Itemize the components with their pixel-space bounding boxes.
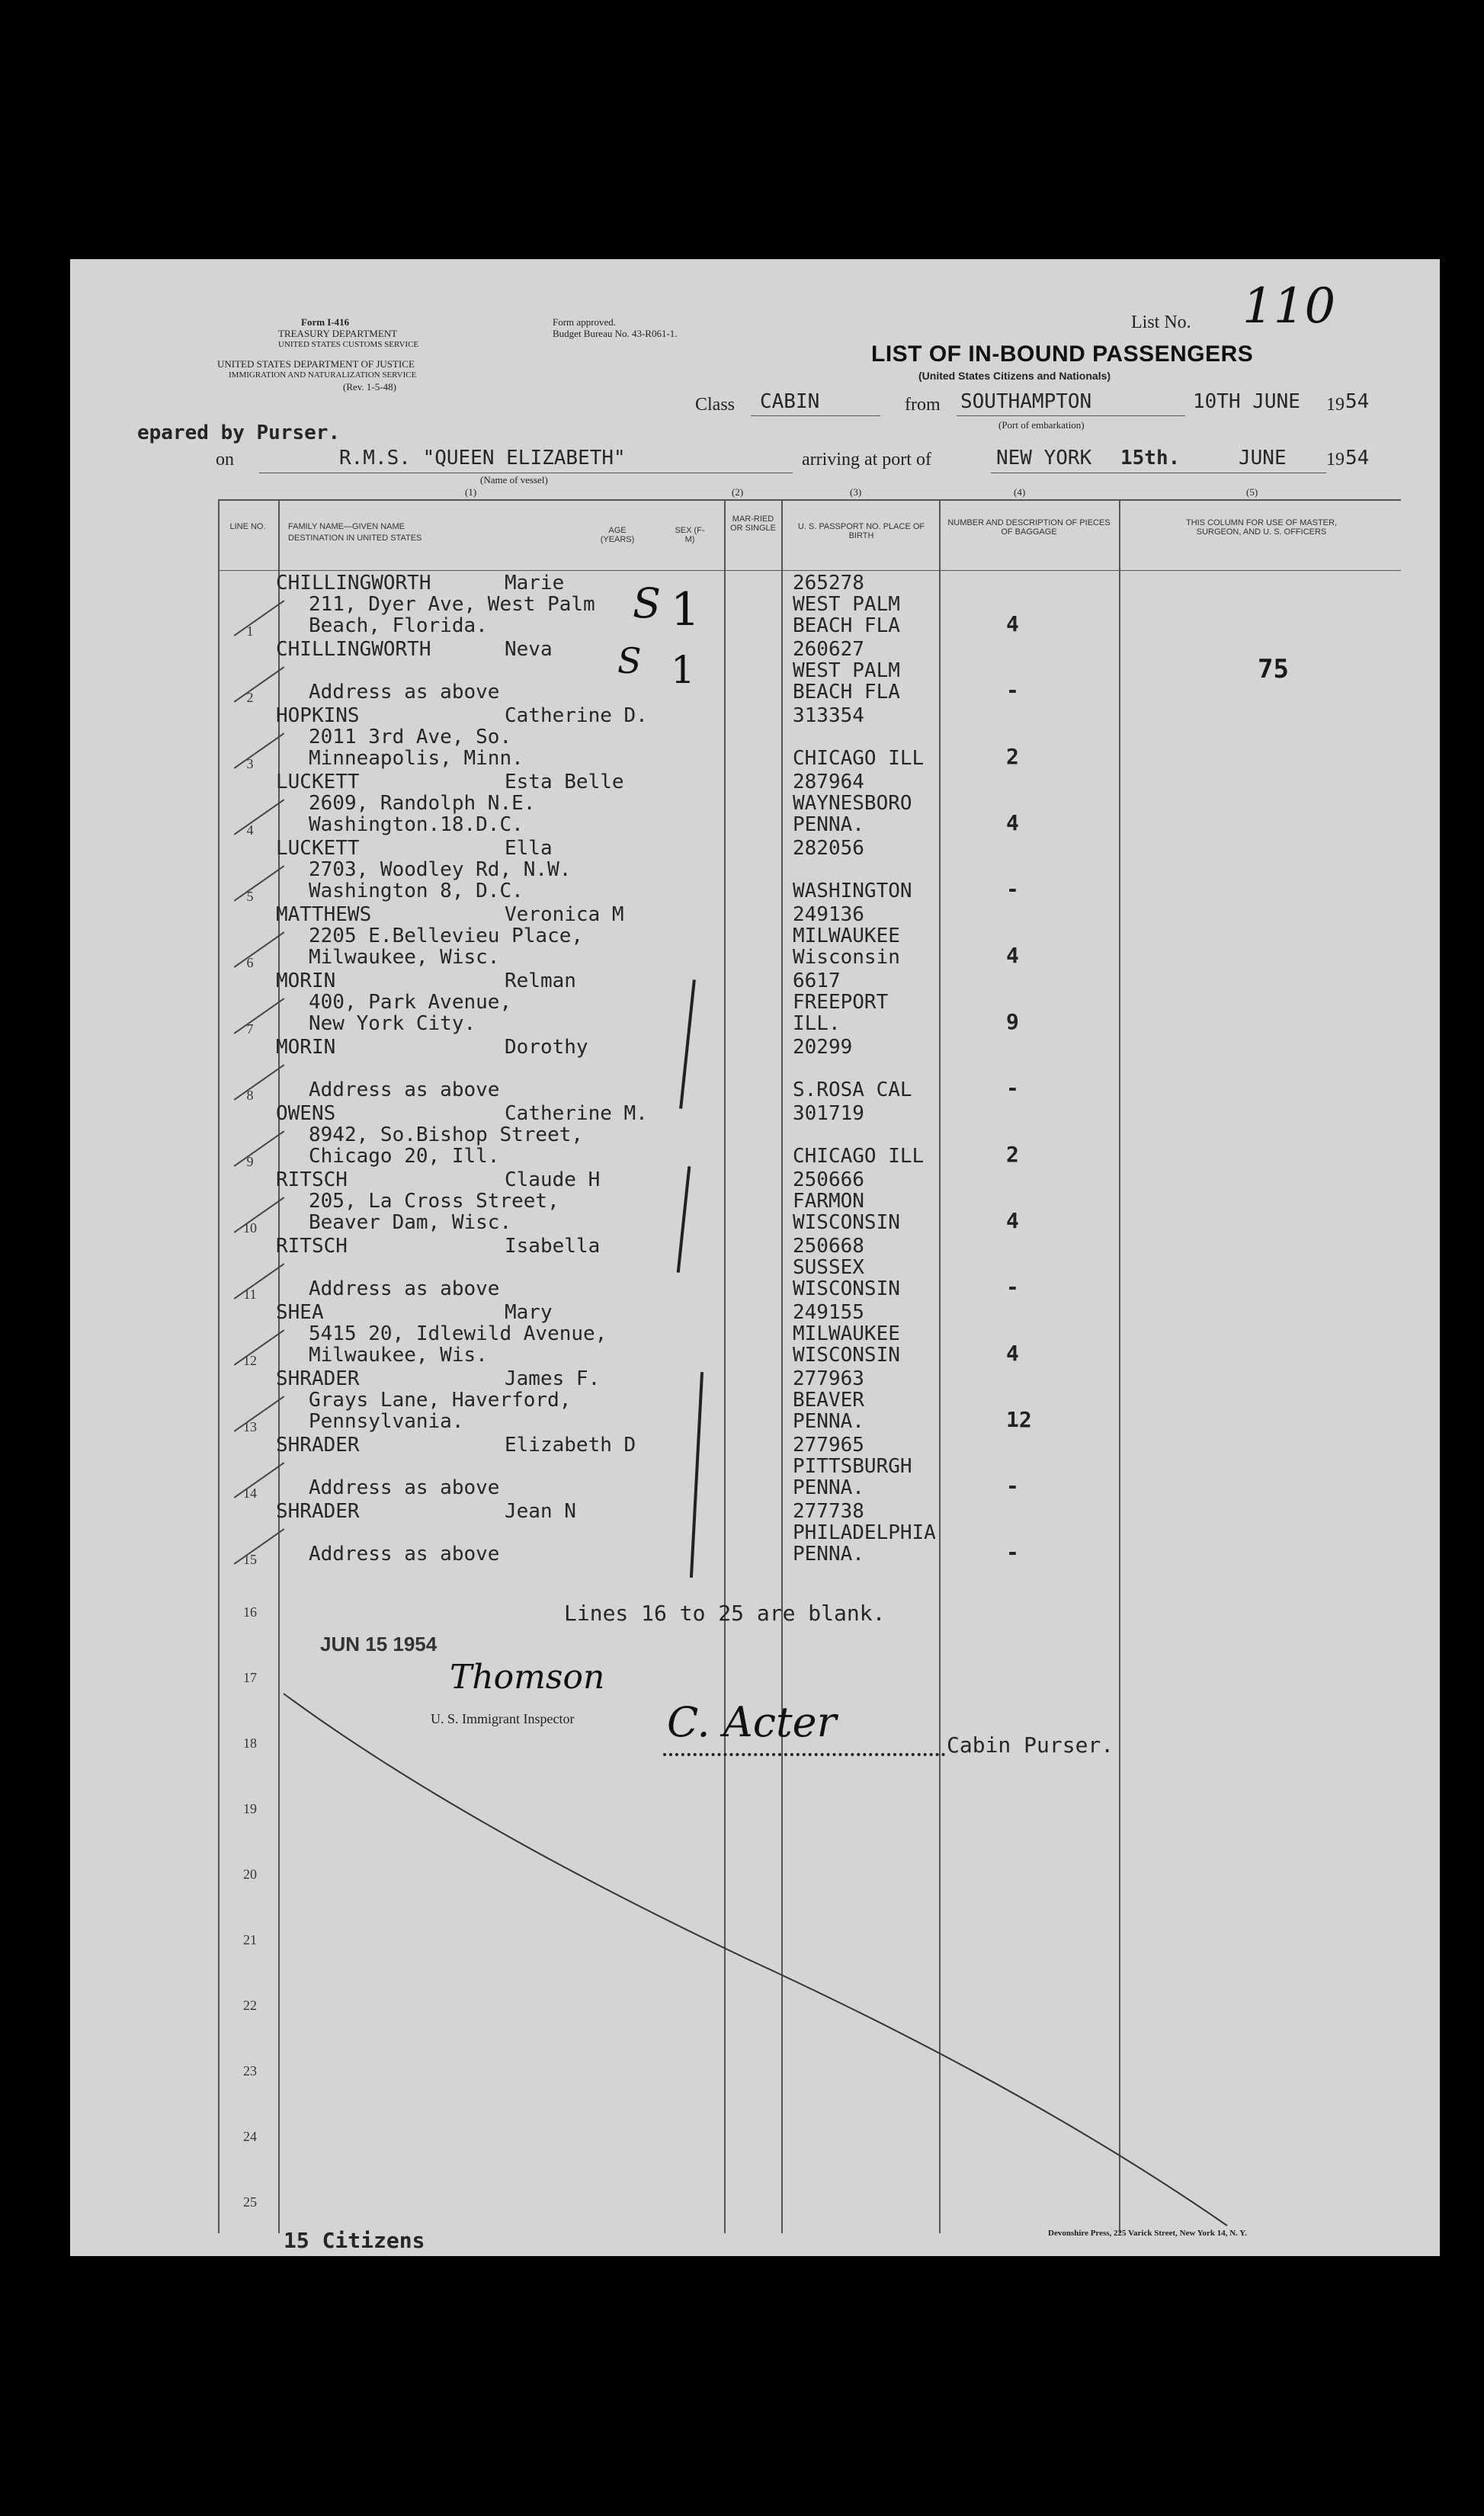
address-line-1: 8942, So.Bishop Street, (309, 1123, 584, 1146)
birthplace-line-2: Wisconsin (793, 946, 900, 969)
address-line-1: 2205 E.Bellevieu Place, (309, 925, 584, 947)
family-name: SHEA (276, 1301, 324, 1324)
given-name: James F. (505, 1367, 601, 1390)
line-number: 17 (243, 1670, 257, 1685)
baggage-count: - (1006, 1274, 1019, 1300)
address-line-2: Address as above (309, 1079, 500, 1101)
family-name: LUCKETT (276, 837, 360, 860)
dept-ins: IMMIGRATION AND NATURALIZATION SERVICE (229, 370, 417, 380)
family-name: CHILLINGWORTH (276, 572, 431, 595)
address-line-2: Address as above (309, 1476, 500, 1499)
list-number: 110 (1242, 278, 1336, 335)
year-prefix-2: 19 (1326, 450, 1345, 470)
header-line-no: LINE NO. (229, 522, 266, 531)
address-line-2: Beaver Dam, Wisc. (309, 1211, 512, 1234)
handwritten-mark: 1 (671, 583, 700, 636)
address-line-2: Address as above (309, 681, 500, 704)
line-number: 5 (246, 889, 254, 904)
line-number: 15 (243, 1552, 257, 1567)
embark-port: SOUTHAMPTON (960, 390, 1092, 413)
year-prefix: 19 (1326, 395, 1345, 415)
family-name: RITSCH (276, 1168, 348, 1191)
birthplace-line-2: ILL. (793, 1012, 841, 1035)
given-name: Claude H (505, 1168, 601, 1191)
line-number: 21 (243, 1932, 257, 1947)
depart-date: 10TH JUNE (1193, 390, 1300, 413)
family-name: SHRADER (276, 1500, 360, 1523)
birthplace-line-2: PENNA. (793, 1543, 864, 1566)
date-stamp: JUN 15 1954 (320, 1633, 438, 1655)
given-name: Dorothy (505, 1036, 588, 1059)
arrival-year: 54 (1345, 447, 1370, 470)
family-name: MATTHEWS (276, 903, 372, 926)
purser-label: Cabin Purser. (947, 1732, 1114, 1758)
col-num-3: (3) (850, 486, 862, 498)
birthplace-line-2: CHICAGO ILL (793, 1145, 925, 1168)
address-line-2: Pennsylvania. (309, 1410, 464, 1433)
given-name: Catherine D. (505, 704, 648, 727)
depart-year: 54 (1345, 390, 1370, 413)
baggage-count: 4 (1006, 611, 1019, 636)
birthplace-line-2: WASHINGTON (793, 880, 912, 902)
line-number: 14 (243, 1486, 257, 1501)
dept-customs: UNITED STATES CUSTOMS SERVICE (278, 340, 419, 349)
birthplace-line-1: MILWAUKEE (793, 1322, 900, 1345)
passport-number: 265278 (793, 572, 864, 595)
birthplace-line-1: SUSSEX (793, 1256, 864, 1279)
family-name: CHILLINGWORTH (276, 638, 431, 661)
arrival-port: NEW YORK (996, 447, 1092, 470)
passport-number: 260627 (793, 638, 864, 661)
header-officers: THIS COLUMN FOR USE OF MASTER, SURGEON, AND U. S. OFFICERS (1185, 518, 1337, 537)
birthplace-line-1: PITTSBURGH (793, 1455, 912, 1478)
line-number: 1 (246, 623, 254, 639)
given-name: Jean N (505, 1500, 576, 1523)
list-no-label: List No. (1131, 312, 1191, 332)
birthplace-line-2: PENNA. (793, 1476, 864, 1499)
given-name: Neva (505, 638, 553, 661)
address-line-2: Washington 8, D.C. (309, 880, 524, 902)
given-name: Catherine M. (505, 1102, 648, 1125)
line-number: 22 (243, 1998, 257, 2013)
line-number: 12 (243, 1353, 257, 1368)
vessel-caption: (Name of vessel) (480, 474, 548, 486)
header-married: MAR-RIED OR SINGLE (730, 514, 776, 533)
baggage-count: 12 (1006, 1407, 1032, 1432)
address-line-2: Address as above (309, 1277, 500, 1300)
line-number: 11 (243, 1287, 257, 1302)
blank-lines-note: Lines 16 to 25 are blank. (564, 1601, 886, 1626)
passport-number: 282056 (793, 837, 864, 860)
birthplace-line-1: FREEPORT (793, 991, 889, 1014)
class-label: Class (695, 395, 736, 415)
baggage-count: - (1006, 877, 1019, 902)
address-line-1: 2609, Randolph N.E. (309, 792, 536, 815)
page-title: LIST OF IN-BOUND PASSENGERS (871, 341, 1254, 367)
embark-caption: (Port of embarkation) (998, 419, 1085, 431)
dept-justice: UNITED STATES DEPARTMENT OF JUSTICE (217, 358, 415, 370)
given-name: Ella (505, 837, 553, 860)
family-name: RITSCH (276, 1235, 348, 1258)
birthplace-line-1: WEST PALM (793, 659, 900, 682)
birthplace-line-2: BEACH FLA (793, 614, 900, 637)
line-number: 7 (246, 1021, 254, 1037)
birthplace-line-2: WISCONSIN (793, 1277, 900, 1300)
line-number: 16 (243, 1604, 257, 1620)
baggage-count: 9 (1006, 1009, 1019, 1034)
passport-number: 277738 (793, 1500, 864, 1523)
birthplace-line-1: WEST PALM (793, 593, 900, 616)
passport-number: 249136 (793, 903, 864, 926)
line-number: 24 (243, 2129, 257, 2144)
baggage-count: 4 (1006, 1208, 1019, 1233)
address-line-2: Chicago 20, Ill. (309, 1145, 500, 1168)
line-number: 3 (246, 756, 254, 771)
address-line-1: 211, Dyer Ave, West Palm (309, 593, 595, 616)
col-num-5: (5) (1246, 486, 1258, 498)
passport-number: 249155 (793, 1301, 864, 1324)
form-number: Form I-416 (301, 316, 350, 328)
prepared-by: epared by Purser. (137, 421, 341, 444)
baggage-count: 4 (1006, 810, 1019, 835)
dept-treasury: TREASURY DEPARTMENT (278, 328, 398, 339)
birthplace-line-2: WISCONSIN (793, 1344, 900, 1367)
line-number: 19 (243, 1801, 257, 1816)
address-line-1: 2011 3rd Ave, So. (309, 726, 512, 748)
line-number: 2 (246, 690, 254, 705)
line-number: 25 (243, 2194, 257, 2210)
baggage-count: 2 (1006, 1142, 1019, 1167)
form-approved: Form approved. (553, 316, 617, 328)
birthplace-line-2: BEACH FLA (793, 681, 900, 704)
vessel-name: R.M.S. "QUEEN ELIZABETH" (339, 447, 626, 470)
address-line-2: Minneapolis, Minn. (309, 747, 524, 770)
arrival-month: JUNE (1239, 447, 1287, 470)
birthplace-line-2: WISCONSIN (793, 1211, 900, 1234)
address-line-2: Address as above (309, 1543, 500, 1566)
header-name: FAMILY NAME—GIVEN NAME (288, 522, 405, 531)
given-name: Veronica M (505, 903, 624, 926)
address-line-1: Grays Lane, Haverford, (309, 1389, 572, 1412)
line-number: 10 (243, 1220, 257, 1236)
arrival-day: 15th. (1120, 447, 1181, 470)
printer-imprint: Devonshire Press, 225 Varick Street, New York 14, N. Y. (1048, 2229, 1247, 2238)
col-num-4: (4) (1014, 486, 1026, 498)
address-line-2: Milwaukee, Wis. (309, 1344, 488, 1367)
line-number: 18 (243, 1736, 257, 1751)
col-num-1: (1) (465, 486, 477, 498)
budget-bureau: Budget Bureau No. 43-R061-1. (553, 328, 678, 339)
purser-signature: C. Acter (667, 1698, 837, 1746)
arriving-label: arriving at port of (802, 450, 931, 470)
class-value: CABIN (760, 390, 820, 413)
passport-number: 277963 (793, 1367, 864, 1390)
address-line-2: Beach, Florida. (309, 614, 488, 637)
address-line-2: Washington.18.D.C. (309, 813, 524, 836)
baggage-count: - (1006, 1540, 1019, 1565)
line-number: 20 (243, 1867, 257, 1882)
col-num-2: (2) (732, 486, 744, 498)
family-name: LUCKETT (276, 771, 360, 793)
baggage-count: - (1006, 678, 1019, 703)
family-name: SHRADER (276, 1367, 360, 1390)
line-number: 9 (246, 1154, 254, 1169)
line-number: 13 (243, 1419, 257, 1434)
line-number: 8 (246, 1088, 254, 1103)
handwritten-mark: 1 (671, 648, 695, 692)
handwritten-mark: S (617, 640, 642, 681)
birthplace-line-2: PENNA. (793, 813, 864, 836)
address-line-1: 205, La Cross Street, (309, 1190, 559, 1213)
birthplace-line-1: FARMON (793, 1190, 864, 1213)
header-age: AGE (YEARS) (600, 526, 635, 544)
from-label: from (905, 395, 941, 415)
line-number: 23 (243, 2063, 257, 2079)
passport-number: 20299 (793, 1036, 853, 1059)
birthplace-line-1: MILWAUKEE (793, 925, 900, 947)
passport-number: 313354 (793, 704, 864, 727)
header-passport: U. S. PASSPORT NO. PLACE OF BIRTH (797, 522, 925, 540)
given-name: Elizabeth D (505, 1434, 636, 1457)
birthplace-line-1: PHILADELPHIA (793, 1521, 936, 1544)
given-name: Relman (505, 970, 576, 992)
given-name: Isabella (505, 1235, 601, 1258)
given-name: Mary (505, 1301, 553, 1324)
citizens-count: 15 Citizens (284, 2228, 425, 2253)
baggage-count: - (1006, 1075, 1019, 1101)
baggage-count: 2 (1006, 744, 1019, 769)
birthplace-line-1: WAYNESBORO (793, 792, 912, 815)
address-line-1: 2703, Woodley Rd, N.W. (309, 858, 572, 881)
on-label: on (216, 450, 234, 470)
page-subtitle: (United States Citizens and Nationals) (918, 370, 1111, 382)
given-name: Esta Belle (505, 771, 624, 793)
inspector-signature: Thomson (450, 1658, 605, 1697)
header-sex: SEX (F-M) (675, 526, 705, 544)
header-destination: DESTINATION IN UNITED STATES (288, 534, 422, 543)
family-name: MORIN (276, 1036, 336, 1059)
baggage-count: 4 (1006, 1341, 1019, 1366)
baggage-count: 4 (1006, 943, 1019, 968)
address-line-1: 400, Park Avenue, (309, 991, 512, 1014)
family-name: SHRADER (276, 1434, 360, 1457)
family-name: MORIN (276, 970, 336, 992)
birthplace-line-2: S.ROSA CAL (793, 1079, 912, 1101)
birthplace-line-2: PENNA. (793, 1410, 864, 1433)
family-name: HOPKINS (276, 704, 360, 727)
inspector-label: U. S. Immigrant Inspector (431, 1711, 575, 1726)
passport-number: 6617 (793, 970, 841, 992)
line-number: 4 (246, 822, 254, 838)
line-number: 6 (246, 955, 254, 970)
baggage-count: - (1006, 1473, 1019, 1498)
family-name: OWENS (276, 1102, 336, 1125)
birthplace-line-1: BEAVER (793, 1389, 864, 1412)
handwritten-mark: S (633, 579, 661, 627)
passport-number: 277965 (793, 1434, 864, 1457)
passport-number: 301719 (793, 1102, 864, 1125)
given-name: Marie (505, 572, 565, 595)
form-revision: (Rev. 1-5-48) (343, 381, 396, 393)
passport-number: 250668 (793, 1235, 864, 1258)
address-line-1: 5415 20, Idlewild Avenue, (309, 1322, 607, 1345)
officer-note: 75 (1258, 654, 1289, 684)
birthplace-line-2: CHICAGO ILL (793, 747, 925, 770)
address-line-2: Milwaukee, Wisc. (309, 946, 500, 969)
header-baggage: NUMBER AND DESCRIPTION OF PIECES OF BAGGAGE (947, 518, 1111, 537)
passport-number: 287964 (793, 771, 864, 793)
passport-number: 250666 (793, 1168, 864, 1191)
address-line-2: New York City. (309, 1012, 476, 1035)
